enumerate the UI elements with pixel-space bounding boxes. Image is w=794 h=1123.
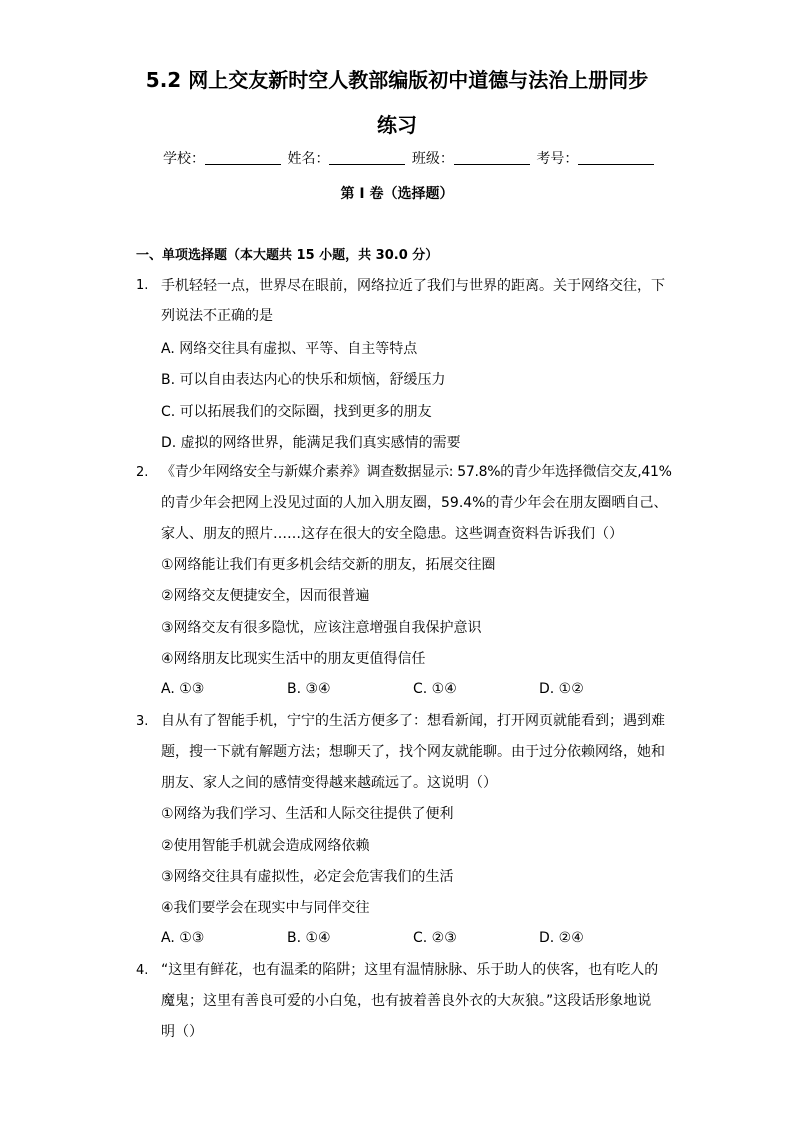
statement: ④网络朋友比现实生活中的朋友更值得信任 [161,651,426,667]
statement: ③网络交友有很多隐忧，应该注意增强自我保护意识 [161,620,482,636]
answer-choice: C. ①④ [413,681,457,697]
answer-choice: D. ①② [539,681,584,697]
statement: ①网络能让我们有更多机会结交新的朋友，拓展交往圈 [161,557,496,573]
answer-option: A. 网络交往具有虚拟、平等、自主等特点 [161,341,418,357]
section-heading: 一、单项选择题（本大题共 15 小题，共 30.0 分） [136,248,439,263]
question-stem-line: 手机轻轻一点，世界尽在眼前，网络拉近了我们与世界的距离。关于网络交往，下 [161,278,665,294]
answer-choice: D. ②④ [539,930,584,946]
question-stem-line: 的青少年会把网上没见过面的人加入朋友圈，59.4%的青少年会在朋友圈晒自己、 [161,495,668,511]
statement: ②使用智能手机就会造成网络依赖 [161,838,370,854]
student-info-line [163,150,643,168]
question-number: 1. [136,278,149,293]
statement: ④我们要学会在现实中与同伴交往 [161,900,370,916]
question-stem-line: “这里有鲜花，也有温柔的陷阱；这里有温情脉脉、乐于助人的侠客，也有吃人的 [161,962,659,978]
question-stem-line: 《青少年网络安全与新媒介素养》调查数据显示: 57.8%的青少年选择微信交友,41% [161,464,672,480]
question-stem-line: 朋友、家人之间的感情变得越来越疏远了。这说明（） [161,775,497,791]
question-number: 3. [136,714,149,729]
statement: ③网络交往具有虚拟性，必定会危害我们的生活 [161,869,454,885]
question-number: 2. [136,465,149,480]
answer-choice: C. ②③ [413,930,457,946]
class-blank [454,150,530,165]
answer-choice: A. ①③ [161,681,205,697]
page-title: 5.2 网上交友新时空人教部编版初中道德与法治上册同步 [145,68,649,92]
name-label: 姓名： [287,151,330,167]
answer-option: D. 虚拟的网络世界，能满足我们真实感情的需要 [161,435,461,451]
exam-number-blank [578,150,654,165]
school-label: 学校： [163,151,205,167]
answer-option: C. 可以拓展我们的交际圈，找到更多的朋友 [161,404,432,420]
question-stem-line: 魔鬼；这里有善良可爱的小白兔，也有披着善良外衣的大灰狼。”这段话形象地说 [161,993,652,1009]
class-label: 班级： [411,151,454,167]
exam-number-label: 考号： [536,151,579,167]
question-stem-line: 明（） [161,1024,203,1040]
answer-option: B. 可以自由表达内心的快乐和烦恼，舒缓压力 [161,372,446,388]
statement: ②网络交友便捷安全，因而很普遍 [161,588,370,604]
volume-heading: 第 I 卷（选择题） [340,186,454,202]
question-stem-line: 家人、朋友的照片……这存在很大的安全隐患。这些调查资料告诉我们（） [161,526,623,542]
statement: ①网络为我们学习、生活和人际交往提供了便利 [161,806,454,822]
question-stem-line: 列说法不正确的是 [161,308,273,324]
answer-choice: B. ③④ [287,681,331,697]
answer-choice: B. ①④ [287,930,331,946]
question-number: 4. [136,963,149,978]
page-title-continued: 练习 [377,113,417,137]
name-blank [329,150,405,165]
school-blank [205,150,281,165]
question-stem-line: 自从有了智能手机，宁宁的生活方便多了：想看新闻，打开网页就能看到；遇到难 [161,713,665,729]
answer-choice: A. ①③ [161,930,205,946]
question-stem-line: 题，搜一下就有解题方法；想聊天了，找个网友就能聊。由于过分依赖网络，她和 [161,744,665,760]
